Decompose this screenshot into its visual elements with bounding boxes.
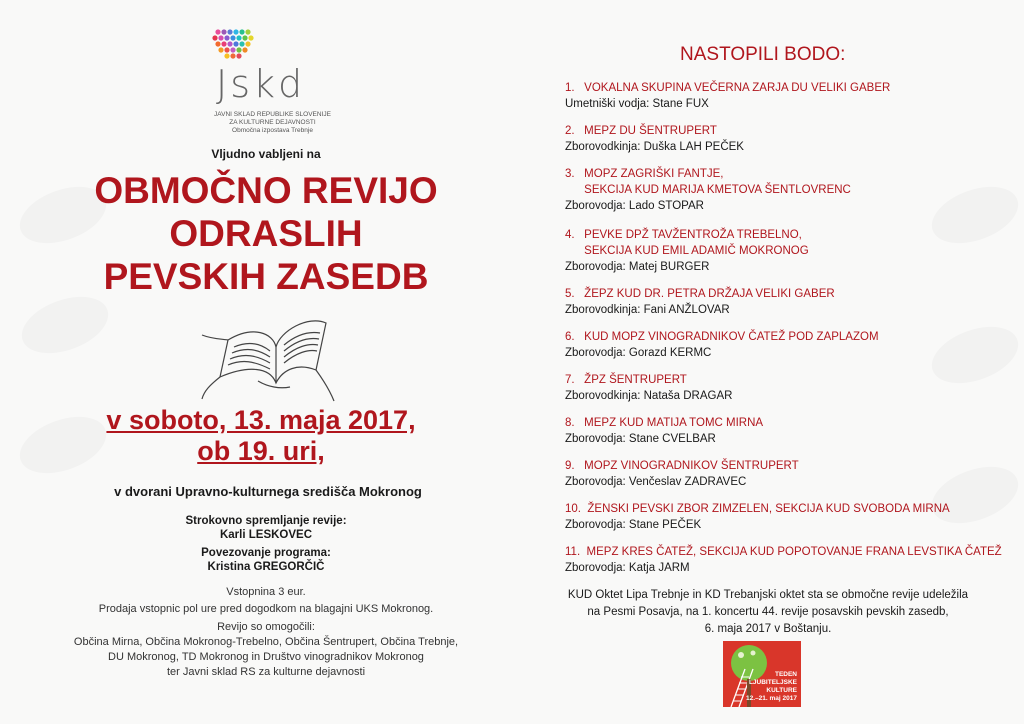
event-date: v soboto, 13. maja 2017, ob 19. uri, — [106, 405, 416, 466]
performer-item: 8. MEPZ KUD MATIJA TOMC MIRNA Zborovodja: Stane CVELBAR — [565, 417, 764, 445]
badge-text: TEDEN LJUBITELJSKE KULTURE 12.–21. maj 2017 — [746, 671, 797, 702]
event-title: OBMOČNO REVIJO ODRASLIH PEVSKIH ZASEDB — [94, 170, 438, 297]
performer-item: 9. MOPZ VINOGRADNIKOV ŠENTRUPERT Zborovodja: Venčeslav ZADRAVEC — [565, 460, 799, 488]
performer-item: 3. MOPZ ZAGRIŠKI FANTJE, SEKCIJA KUD MARIJA KMETOVA ŠENTLOVRENC Zborovodja: Lado STOPAR — [565, 168, 851, 212]
closing-note: KUD Oktet Lipa Trebnje in KD Trebanjski oktet sta se območne revije udeležila na Pesmi Posavja, na 1. koncertu 44. revije posavskih pevskih zasedb, 6. maja 2017 v Boštanju. — [567, 589, 969, 635]
performer-item: 10. ŽENSKI PEVSKI ZBOR ZIMZELEN, SEKCIJA KUD SVOBODA MIRNA Zborovodja: Stane PEČEK — [565, 503, 950, 531]
ticket-price: Vstopnina 3 eur. — [226, 586, 306, 598]
sponsors-block: Revijo so omogočili: Občina Mirna, Občina Mokronog-Trebelno, Občina Šentrupert, Občina Trebnje, DU Mokronog, TD Mokronog in Društvo vinogradnikov Mokronog ter Javni sklad RS za kulturne dejavnosti — [73, 621, 459, 678]
performer-item: 7. ŽPZ ŠENTRUPERT Zborovodkinja: Nataša DRAGAR — [565, 374, 733, 402]
performer-item: 5. ŽEPZ KUD DR. PETRA DRŽAJA VELIKI GABER Zborovodkinja: Fani ANŽLOVAR — [565, 288, 835, 316]
jskd-logo-icon — [210, 26, 256, 66]
performer-item: 2. MEPZ DU ŠENTRUPERT Zborovodkinja: Duška LAH PEČEK — [565, 125, 744, 153]
event-venue: v dvorani Upravno-kulturnega središča Mokronog — [114, 484, 422, 499]
performer-item: 4. PEVKE DPŽ TAVŽENTROŽA TREBELNO, SEKCIJA KUD EMIL ADAMIČ MOKRONOG Zborovodja: Matej BURGER — [565, 229, 809, 273]
invitation-text: Vljudno vabljeni na — [211, 147, 321, 161]
ticket-sale-info: Prodaja vstopnic pol ure pred dogodkom na blagajni UKS Mokronog. — [98, 603, 434, 615]
hosting-block: Povezovanje programa: Kristina GREGORČIČ — [201, 547, 331, 573]
performer-item: 1. VOKALNA SKUPINA VEČERNA ZARJA DU VELIKI GABER Umetniški vodja: Stane FUX — [565, 82, 891, 110]
culture-week-badge — [723, 641, 801, 707]
logo-wordmark: Jskd — [216, 62, 306, 106]
logo-subtitle: JAVNI SKLAD REPUBLIKE SLOVENIJE ZA KULTURNE DEJAVNOSTI Območna izpostava Trebnje — [214, 111, 331, 134]
performer-item: 6. KUD MOPZ VINOGRADNIKOV ČATEŽ POD ZAPLAZOM Zborovodja: Gorazd KERMC — [565, 331, 879, 359]
open-book-illustration-icon — [198, 295, 338, 405]
accompaniment-block: Strokovno spremljanje revije: Karli LESKOVEC — [185, 515, 347, 541]
performer-item: 11. MEPZ KRES ČATEŽ, SEKCIJA KUD POPOTOVANJE FRANA LEVSTIKA ČATEŽ Zborovodja: Katja JARM — [565, 546, 1002, 574]
performers-heading: NASTOPILI BODO: — [680, 44, 846, 65]
